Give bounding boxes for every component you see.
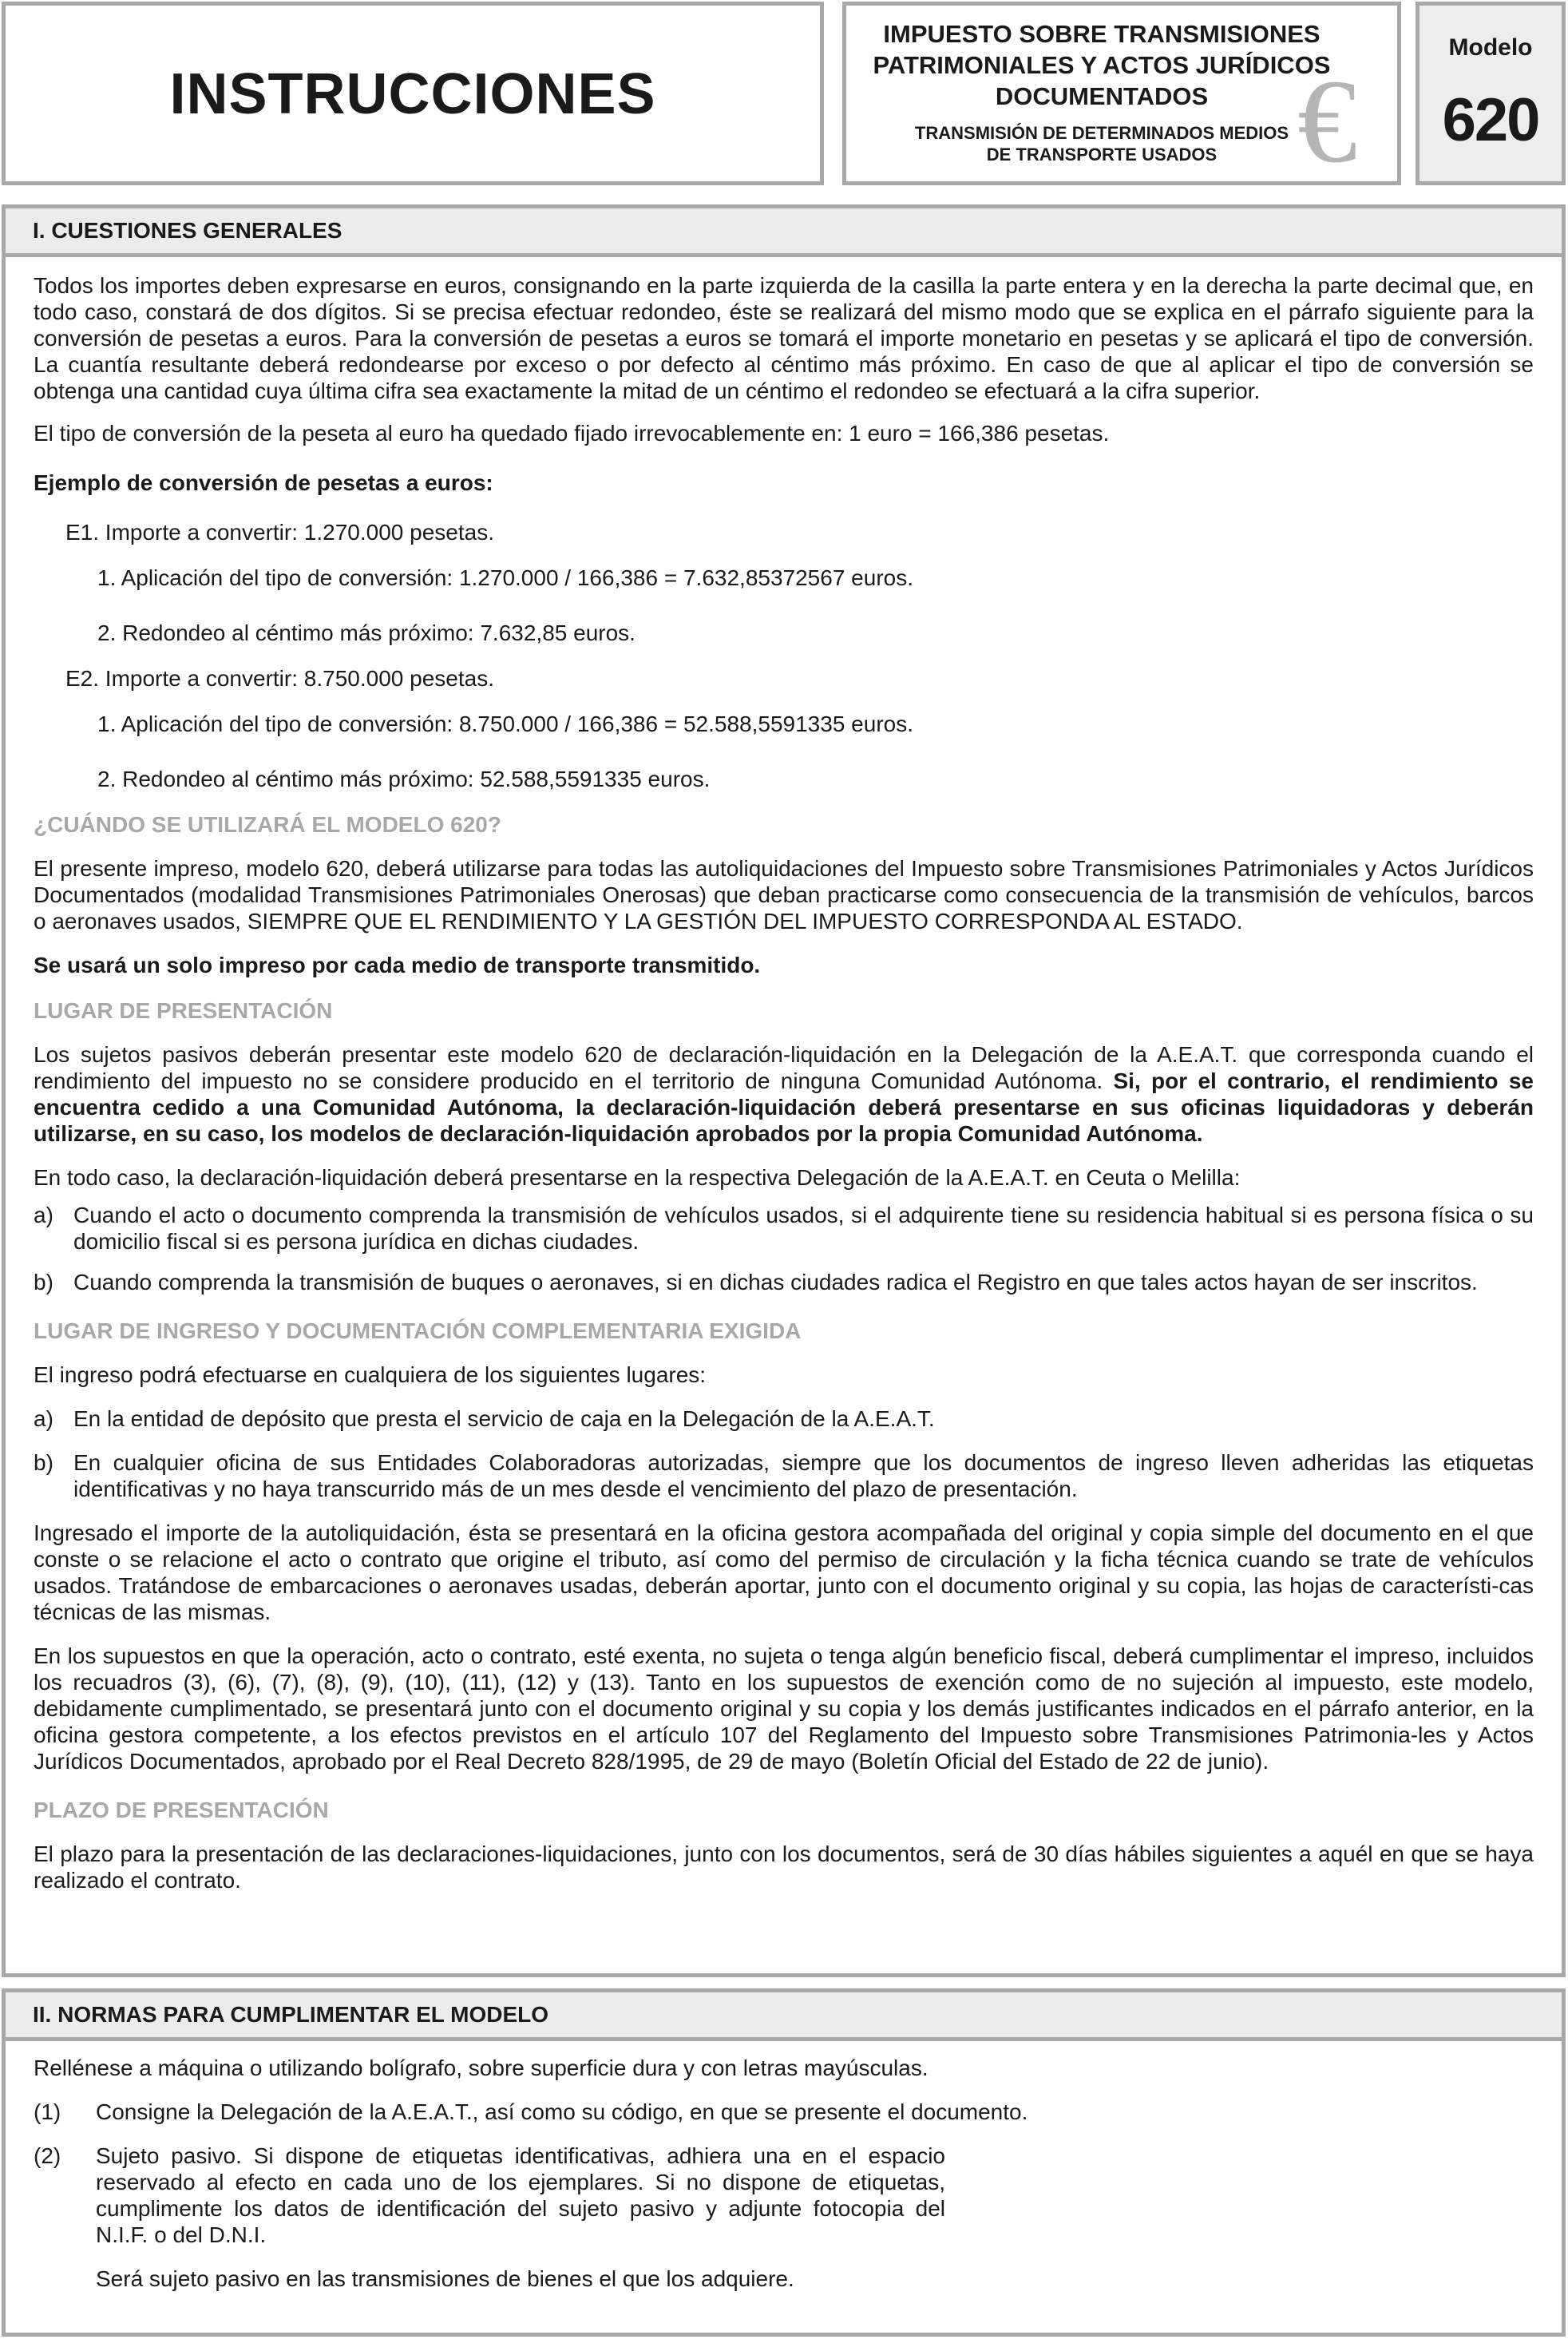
paragraph-text: Los sujetos pasivos deberán presentar este modelo 620 de declaración-liquidación en la Delegación de la A.E.A.T. que corresponda cuando el rendimiento del impuesto no se considere producido en el territorio de ninguna Comunidad Autónoma. (34, 1042, 1534, 1093)
page-title: INSTRUCCIONES (169, 62, 656, 126)
example-item: E1. Importe a convertir: 1.270.000 pesetas. (65, 520, 494, 545)
list-text: En la entidad de depósito que presta el servicio de caja en la Delegación de la A.E.A.T. (73, 1406, 935, 1431)
subheading: LUGAR DE INGRESO Y DOCUMENTACIÓN COMPLEMENTARIA EXIGIDA (34, 1318, 802, 1343)
paragraph: El presente impreso, modelo 620, deberá utilizarse para todas las autoliquidaciones del Impuesto sobre Transmisiones Patrimoniales y Actos Jurídicos Documentados (modalidad Transmisiones Patrimoniales Onerosas) que deban practicarse como consecuencia de la transmisión de vehículos, barcos o aeronaves usados, SIEMPRE QUE EL RENDIMIENTO Y LA GESTIÓN DEL IMPUESTO CORRESPONDA AL ESTADO. (34, 856, 1534, 934)
example-step: 2. Redondeo al céntimo más próximo: 52.588,5591335 euros. (97, 767, 711, 791)
section-general (2, 204, 1566, 1977)
list-label: (1) (34, 2099, 61, 2124)
list-text: Sujeto pasivo. Si dispone de etiquetas identificativas, adhiera una en el espacio reservado al efecto en cada uno de los ejemplares. Si no dispone de etiquetas, cumplimente los datos de identificación del sujeto pasivo y adjunte fotocopia del N.I.F. o del D.N.I. (96, 2143, 945, 2247)
paragraph (34, 1041, 1534, 1147)
paragraph: Rellénese a máquina o utilizando bolígrafo, sobre superficie dura y con letras mayúsculas. (34, 2056, 929, 2080)
list-text: Cuando el acto o documento comprenda la transmisión de vehículos usados, si el adquirente tiene su residencia habitual si es persona física o su domicilio fiscal si es persona jurídica en dichas ciudades. (73, 1203, 1534, 1254)
modelo-number: 620 (1442, 86, 1539, 154)
paragraph: Ingresado el importe de la autoliquidación, ésta se presentará en la oficina gestora acompañada del original y copia simple del documento en el que conste o se relacione el acto o contrato que origine el tributo, así como del permiso de circulación y la ficha técnica cuando se trate de vehículos usados. Tratándose de embarcaciones o aeronaves usadas, deberán aportar, junto con el documento original y su copia, las hojas de característi-cas técnicas de las mismas. (34, 1520, 1534, 1624)
tax-title: IMPUESTO SOBRE TRANSMISIONES PATRIMONIALES Y ACTOS JURÍDICOS DOCUMENTADOS (873, 20, 1331, 110)
list-label: a) (34, 1203, 53, 1227)
list-label: b) (34, 1450, 53, 1475)
paragraph: Será sujeto pasivo en las transmisiones de bienes el que los adquiere. (96, 2266, 794, 2291)
list-label: (2) (34, 2143, 61, 2168)
list-text: Cuando comprenda la transmisión de buques o aeronaves, si en dichas ciudades radica el Registro en que tales actos hayan de ser inscritos. (73, 1270, 1478, 1294)
header-model-box (1416, 2, 1566, 185)
list-label: a) (34, 1406, 53, 1431)
subheading: LUGAR DE PRESENTACIÓN (34, 998, 333, 1023)
list-item (34, 2143, 1534, 2248)
paragraph: El ingreso podrá efectuarse en cualquiera de los siguientes lugares: (34, 1362, 707, 1387)
example-step: 2. Redondeo al céntimo más próximo: 7.632,85 euros. (97, 620, 636, 645)
example-step: 1. Aplicación del tipo de conversión: 1.270.000 / 166,386 = 7.632,85372567 euros. (97, 565, 913, 590)
subheading: ¿CUÁNDO SE UTILIZARÁ EL MODELO 620? (34, 812, 501, 837)
section-heading: II. NORMAS PARA CUMPLIMENTAR EL MODELO (6, 1992, 1562, 2041)
paragraph: En todo caso, la declaración-liquidación deberá presentarse en la respectiva Delegación de la A.E.A.T. en Ceuta o Melilla: (34, 1165, 1241, 1190)
list-item (34, 1269, 1534, 1295)
section-body (34, 2055, 1534, 2292)
paragraph: El plazo para la presentación de las declaraciones-liquidaciones, junto con los documentos, será de 30 días hábiles siguientes a aquél en que se haya realizado el contrato. (34, 1841, 1534, 1893)
paragraph-bold-text: Si, por el contrario, el rendimiento se encuentra cedido a una Comunidad Autónoma, la declaración-liquidación deberá presentarse en sus oficinas liquidadoras y deberán utilizarse, en su caso, los modelos de declaración-liquidación aprobados por la propia Comunidad Autónoma. (34, 1068, 1534, 1146)
example-step: 1. Aplicación del tipo de conversión: 8.750.000 / 166,386 = 52.588,5591335 euros. (97, 712, 913, 736)
subheading: PLAZO DE PRESENTACIÓN (34, 1798, 329, 1822)
paragraph: En los supuestos en que la operación, acto o contrato, esté exenta, no sujeta o tenga algún beneficio fiscal, deberá cumplimentar el impreso, incluidos los recuadros (3), (6), (7), (8), (9), (10), (11), (12) y (13). Tanto en los supuestos de exención como de no sujeción al impuesto, este modelo, debidamente cumplimentado, se presentará junto con el documento original y su copia y los demás justificantes indicados en el párrafo anterior, en la oficina gestora competente, a los efectos previstos en el artículo 107 del Reglamento del Impuesto sobre Transmisiones Patrimonia-les y Actos Jurídicos Documentados, aprobado por el Real Decreto 828/1995, de 29 de mayo (Boletín Oficial del Estado de 22 de junio). (34, 1643, 1534, 1774)
section-heading: I. CUESTIONES GENERALES (6, 208, 1562, 257)
list-item (34, 2099, 1534, 2125)
header-title-box (2, 2, 824, 185)
list-item (34, 1202, 1534, 1255)
list-item (34, 1449, 1534, 1502)
modelo-label: Modelo (1448, 34, 1533, 61)
paragraph: El tipo de conversión de la peseta al euro ha quedado fijado irrevocablemente en: 1 euro = 166,386 pesetas. (34, 421, 1110, 446)
list-item (34, 1405, 1534, 1432)
section-norms (2, 1988, 1566, 2337)
euro-icon: € (1297, 55, 1357, 188)
header-tax-box (842, 2, 1401, 188)
tax-subtitle: TRANSMISIÓN DE DETERMINADOS MEDIOS DE TRANSPORTE USADOS (914, 123, 1289, 165)
list-text: En cualquier oficina de sus Entidades Colaboradoras autorizadas, siempre que los documentos de ingreso lleven adheridas las etiquetas identificativas y no haya transcurrido más de un mes desde el vencimiento del plazo de presentación. (73, 1450, 1534, 1501)
example-title: Ejemplo de conversión de pesetas a euros: (34, 470, 493, 495)
list-text: Consigne la Delegación de la A.E.A.T., así como su código, en que se presente el documento. (96, 2099, 1028, 2124)
example-item: E2. Importe a convertir: 8.750.000 pesetas. (65, 666, 494, 691)
list-label: b) (34, 1270, 53, 1294)
paragraph-bold: Se usará un solo impreso por cada medio de transporte transmitido. (34, 953, 761, 977)
section-body (34, 272, 1534, 1893)
paragraph: Todos los importes deben expresarse en euros, consignando en la parte izquierda de la casilla la parte entera y en la derecha la parte decimal que, en todo caso, constará de dos dígitos. Si se precisa efectuar redondeo, éste se realizará del mismo modo que se explica en el párrafo siguiente para la conversión de pesetas a euros. Para la conversión de pesetas a euros se tomará el importe monetario en pesetas y se aplicará el tipo de conversión. La cuantía resultante deberá redondearse por exceso o por defecto al céntimo más próximo. En caso de que al aplicar el tipo de conversión se obtenga una cantidad cuya última cifra sea exactamente la mitad de un céntimo el redondeo se efectuará a la cifra superior. (34, 273, 1534, 403)
